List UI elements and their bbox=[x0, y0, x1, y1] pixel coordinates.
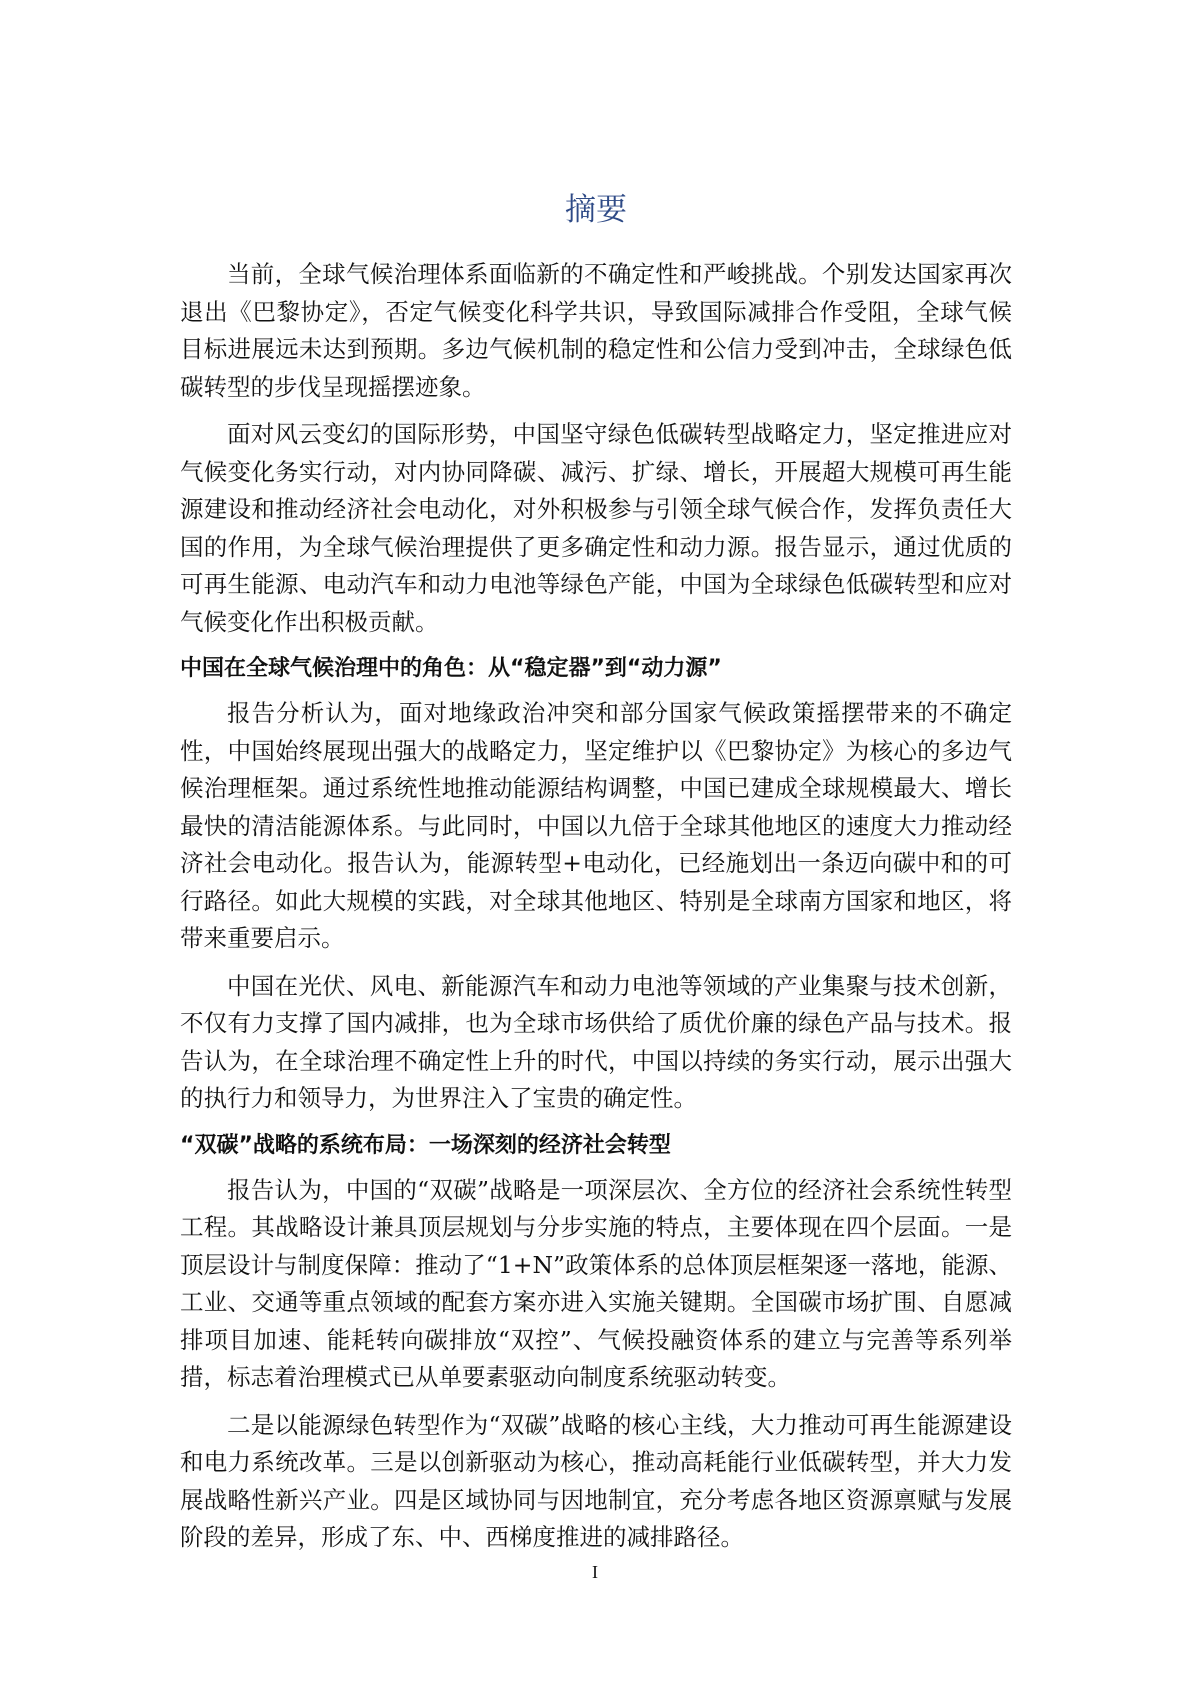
intro-paragraph-1: 当前，全球气候治理体系面临新的不确定性和严峻挑战。个别发达国家再次退出《巴黎协定》，否定气候变化科学共识，导致国际减排合作受阻，全球气候目标进展远未达到预期。多边气候机制的稳定性和公信力受到冲击，全球绿色低碳转型的步伐呈现摇摆迹象。 bbox=[180, 260, 1012, 401]
section2-paragraph-1: 报告认为，中国的“双碳”战略是一项深层次、全方位的经济社会系统性转型工程。其战略设计兼具顶层规划与分步实施的特点，主要体现在四个层面。一是顶层设计与制度保障：推动了“1+N”政策体系的总体顶层框架逐一落地，能源、工业、交通等重点领域的配套方案亦进入实施关键期。全国碳市场扩围、自愿减排项目加速、能耗转向碳排放“双控”、气候投融资体系的建立与完善等系列举措，标志着治理模式已从单要素驱动向制度系统驱动转变。 bbox=[180, 1175, 1012, 1391]
section2-paragraph-2: 二是以能源绿色转型作为“双碳”战略的核心主线，大力推动可再生能源建设和电力系统改革。三是以创新驱动为核心，推动高耗能行业低碳转型，并大力发展战略性新兴产业。四是区域协同与因地制宜，充分考虑各地区资源禀赋与发展阶段的差异，形成了东、中、西梯度推进的减排路径。 bbox=[180, 1410, 1012, 1551]
section-heading-dual-carbon: “双碳”战略的系统布局：一场深刻的经济社会转型 bbox=[180, 1132, 671, 1158]
section1-paragraph-1: 报告分析认为，面对地缘政治冲突和部分国家气候政策摇摆带来的不确定性，中国始终展现出强大的战略定力，坚定维护以《巴黎协定》为核心的多边气候治理框架。通过系统性地推动能源结构调整，中国已建成全球规模最大、增长最快的清洁能源体系。与此同时，中国以九倍于全球其他地区的速度大力推动经济社会电动化。报告认为，能源转型+电动化，已经施划出一条迈向碳中和的可行路径。如此大规模的实践，对全球其他地区、特别是全球南方国家和地区，将带来重要启示。 bbox=[180, 699, 1012, 952]
page-title: 摘要 bbox=[565, 192, 627, 228]
page-number: I bbox=[592, 1562, 598, 1582]
intro-paragraph-2: 面对风云变幻的国际形势，中国坚守绿色低碳转型战略定力，坚定推进应对气候变化务实行动，对内协同降碳、减污、扩绿、增长，开展超大规模可再生能源建设和推动经济社会电动化，对外积极参与引领全球气候合作，发挥负责任大国的作用，为全球气候治理提供了更多确定性和动力源。报告显示，通过优质的可再生能源、电动汽车和动力电池等绿色产能，中国为全球绿色低碳转型和应对气候变化作出积极贡献。 bbox=[180, 420, 1012, 636]
section-heading-china-role: 中国在全球气候治理中的角色：从“稳定器”到“动力源” bbox=[180, 656, 722, 681]
document-body bbox=[180, 256, 1012, 1567]
section1-paragraph-2: 中国在光伏、风电、新能源汽车和动力电池等领域的产业集聚与技术创新，不仅有力支撑了国内减排，也为全球市场供给了质优价廉的绿色产品与技术。报告认为，在全球治理不确定性上升的时代，中国以持续的务实行动，展示出强大的执行力和领导力，为世界注入了宝贵的确定性。 bbox=[180, 971, 1012, 1112]
